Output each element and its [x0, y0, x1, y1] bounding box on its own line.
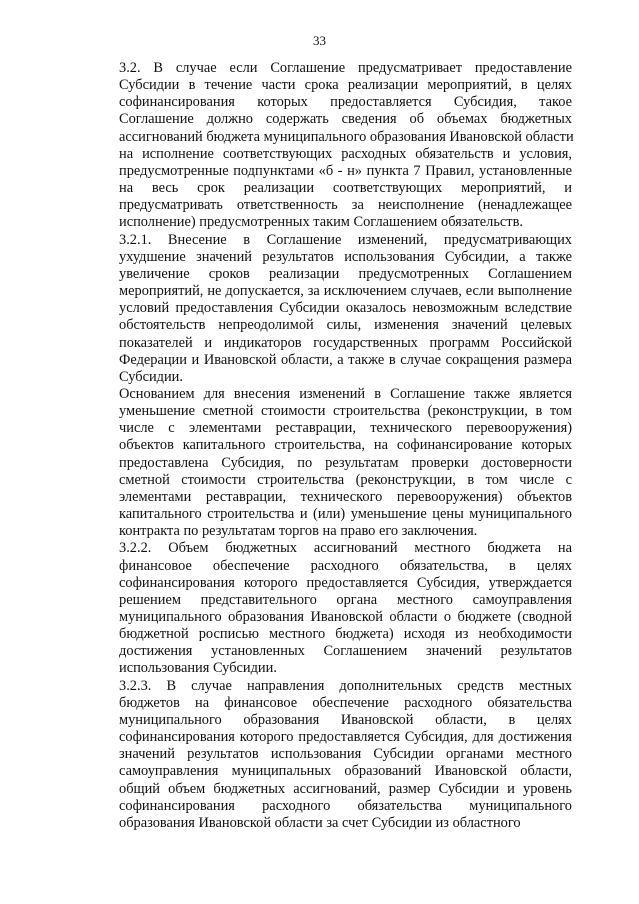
text-line: сметной стоимости строительства (реконструкции, в том числе с — [119, 471, 572, 488]
text-line: предусмотренные подпунктами «б - н» пункта 7 Правил, установленные — [119, 162, 572, 179]
text-line: Федерации и Ивановской области, а также в случае сокращения размера — [119, 351, 572, 368]
paragraph — [86, 678, 572, 832]
text-line: общий объем бюджетных ассигнований, размер Субсидии и уровень — [119, 780, 572, 797]
text-line: Субсидии. — [119, 368, 183, 385]
text-line: бюджетной росписью местного бюджета) исходя из необходимости — [119, 626, 572, 643]
text-line: софинансирования которого предоставляется Субсидия, для достижения — [119, 729, 572, 746]
text-line: 3.2. В случае если Соглашение предусматривает предоставление — [119, 60, 572, 76]
text-line: исполнение) предусмотренных таким Соглашением обязательств. — [119, 214, 523, 231]
text-line: мероприятий, не допускается, за исключением случаев, если выполнение — [119, 283, 572, 300]
text-line: Субсидии в течение части срока реализации мероприятий, в целях — [119, 77, 572, 94]
text-line: увеличение сроков реализации предусмотренных Соглашением — [119, 265, 572, 282]
text-line: использования Субсидии. — [119, 660, 277, 677]
text-line: самоуправления муниципальных образований Ивановской области, — [119, 763, 572, 780]
text-line: предоставлена Субсидия, по результатам проверки достоверности — [119, 454, 572, 471]
paragraph — [86, 540, 572, 677]
text-line: на исполнение соответствующих расходных обязательств и условия, — [119, 145, 572, 162]
text-line: образования Ивановской области за счет Субсидии из областного — [119, 814, 521, 831]
text-line: объектов капитального строительства, на софинансирование которых — [119, 437, 572, 454]
text-line: Основанием для внесения изменений в Соглашение также является — [119, 385, 572, 402]
text-line: числе с элементами реставрации, технического перевооружения) — [119, 420, 572, 437]
text-line: достижения установленных Соглашением значений результатов — [119, 643, 572, 660]
document-body — [86, 60, 572, 832]
text-line: 3.2.2. Объем бюджетных ассигнований местного бюджета на — [119, 540, 572, 557]
text-line: предусматривать ответственность за неисполнение (ненадлежащее — [119, 197, 572, 214]
text-line: софинансирования которых предоставляется Субсидия, такое — [119, 94, 572, 111]
text-line: софинансирования расходного обязательства муниципального — [119, 797, 572, 814]
text-line: значений результатов использования Субсидии органами местного — [119, 746, 572, 763]
text-line: 3.2.3. В случае направления дополнительных средств местных — [119, 677, 572, 694]
text-line: капитального строительства и (или) уменьшение цены муниципального — [119, 506, 572, 523]
paragraph — [86, 386, 572, 540]
text-line: элементами реставрации, технического перевооружения) объектов — [119, 488, 572, 505]
text-line: уменьшение сметной стоимости строительства (реконструкции, в том — [119, 403, 572, 420]
text-line: 3.2.1. Внесение в Соглашение изменений, предусматривающих — [119, 231, 572, 248]
text-line: ухудшение значений результатов использования Субсидии, а также — [119, 248, 572, 265]
text-line: контракта по результатам торгов на право его заключения. — [119, 523, 478, 540]
text-line: на весь срок реализации соответствующих мероприятий, и — [119, 180, 572, 197]
text-line: показателей и индикаторов государственных программ Российской — [119, 334, 572, 351]
text-line: муниципального образования Ивановской области, в целях — [119, 711, 572, 728]
paragraph — [86, 232, 572, 386]
text-line: финансовое обеспечение расходного обязательства, в целях — [119, 557, 572, 574]
text-line: условий предоставления Субсидии оказалось невозможным вследствие — [119, 300, 572, 317]
text-line: решением представительного органа местного самоуправления — [119, 591, 572, 608]
page-number: 33 — [313, 33, 326, 48]
text-line: Соглашение должно содержать сведения об объемах бюджетных — [119, 111, 572, 128]
text-line: обстоятельств непреодолимой силы, изменения значений целевых — [119, 317, 572, 334]
text-line: ассигнований бюджета муниципального образования Ивановской области — [119, 128, 574, 145]
text-line: муниципального образования Ивановской области о бюджете (сводной — [119, 609, 572, 625]
text-line: софинансирования которого предоставляется Субсидия, утверждается — [119, 574, 572, 591]
paragraph — [86, 60, 572, 232]
text-line: бюджетов на финансовое обеспечение расходного обязательства — [119, 694, 572, 711]
